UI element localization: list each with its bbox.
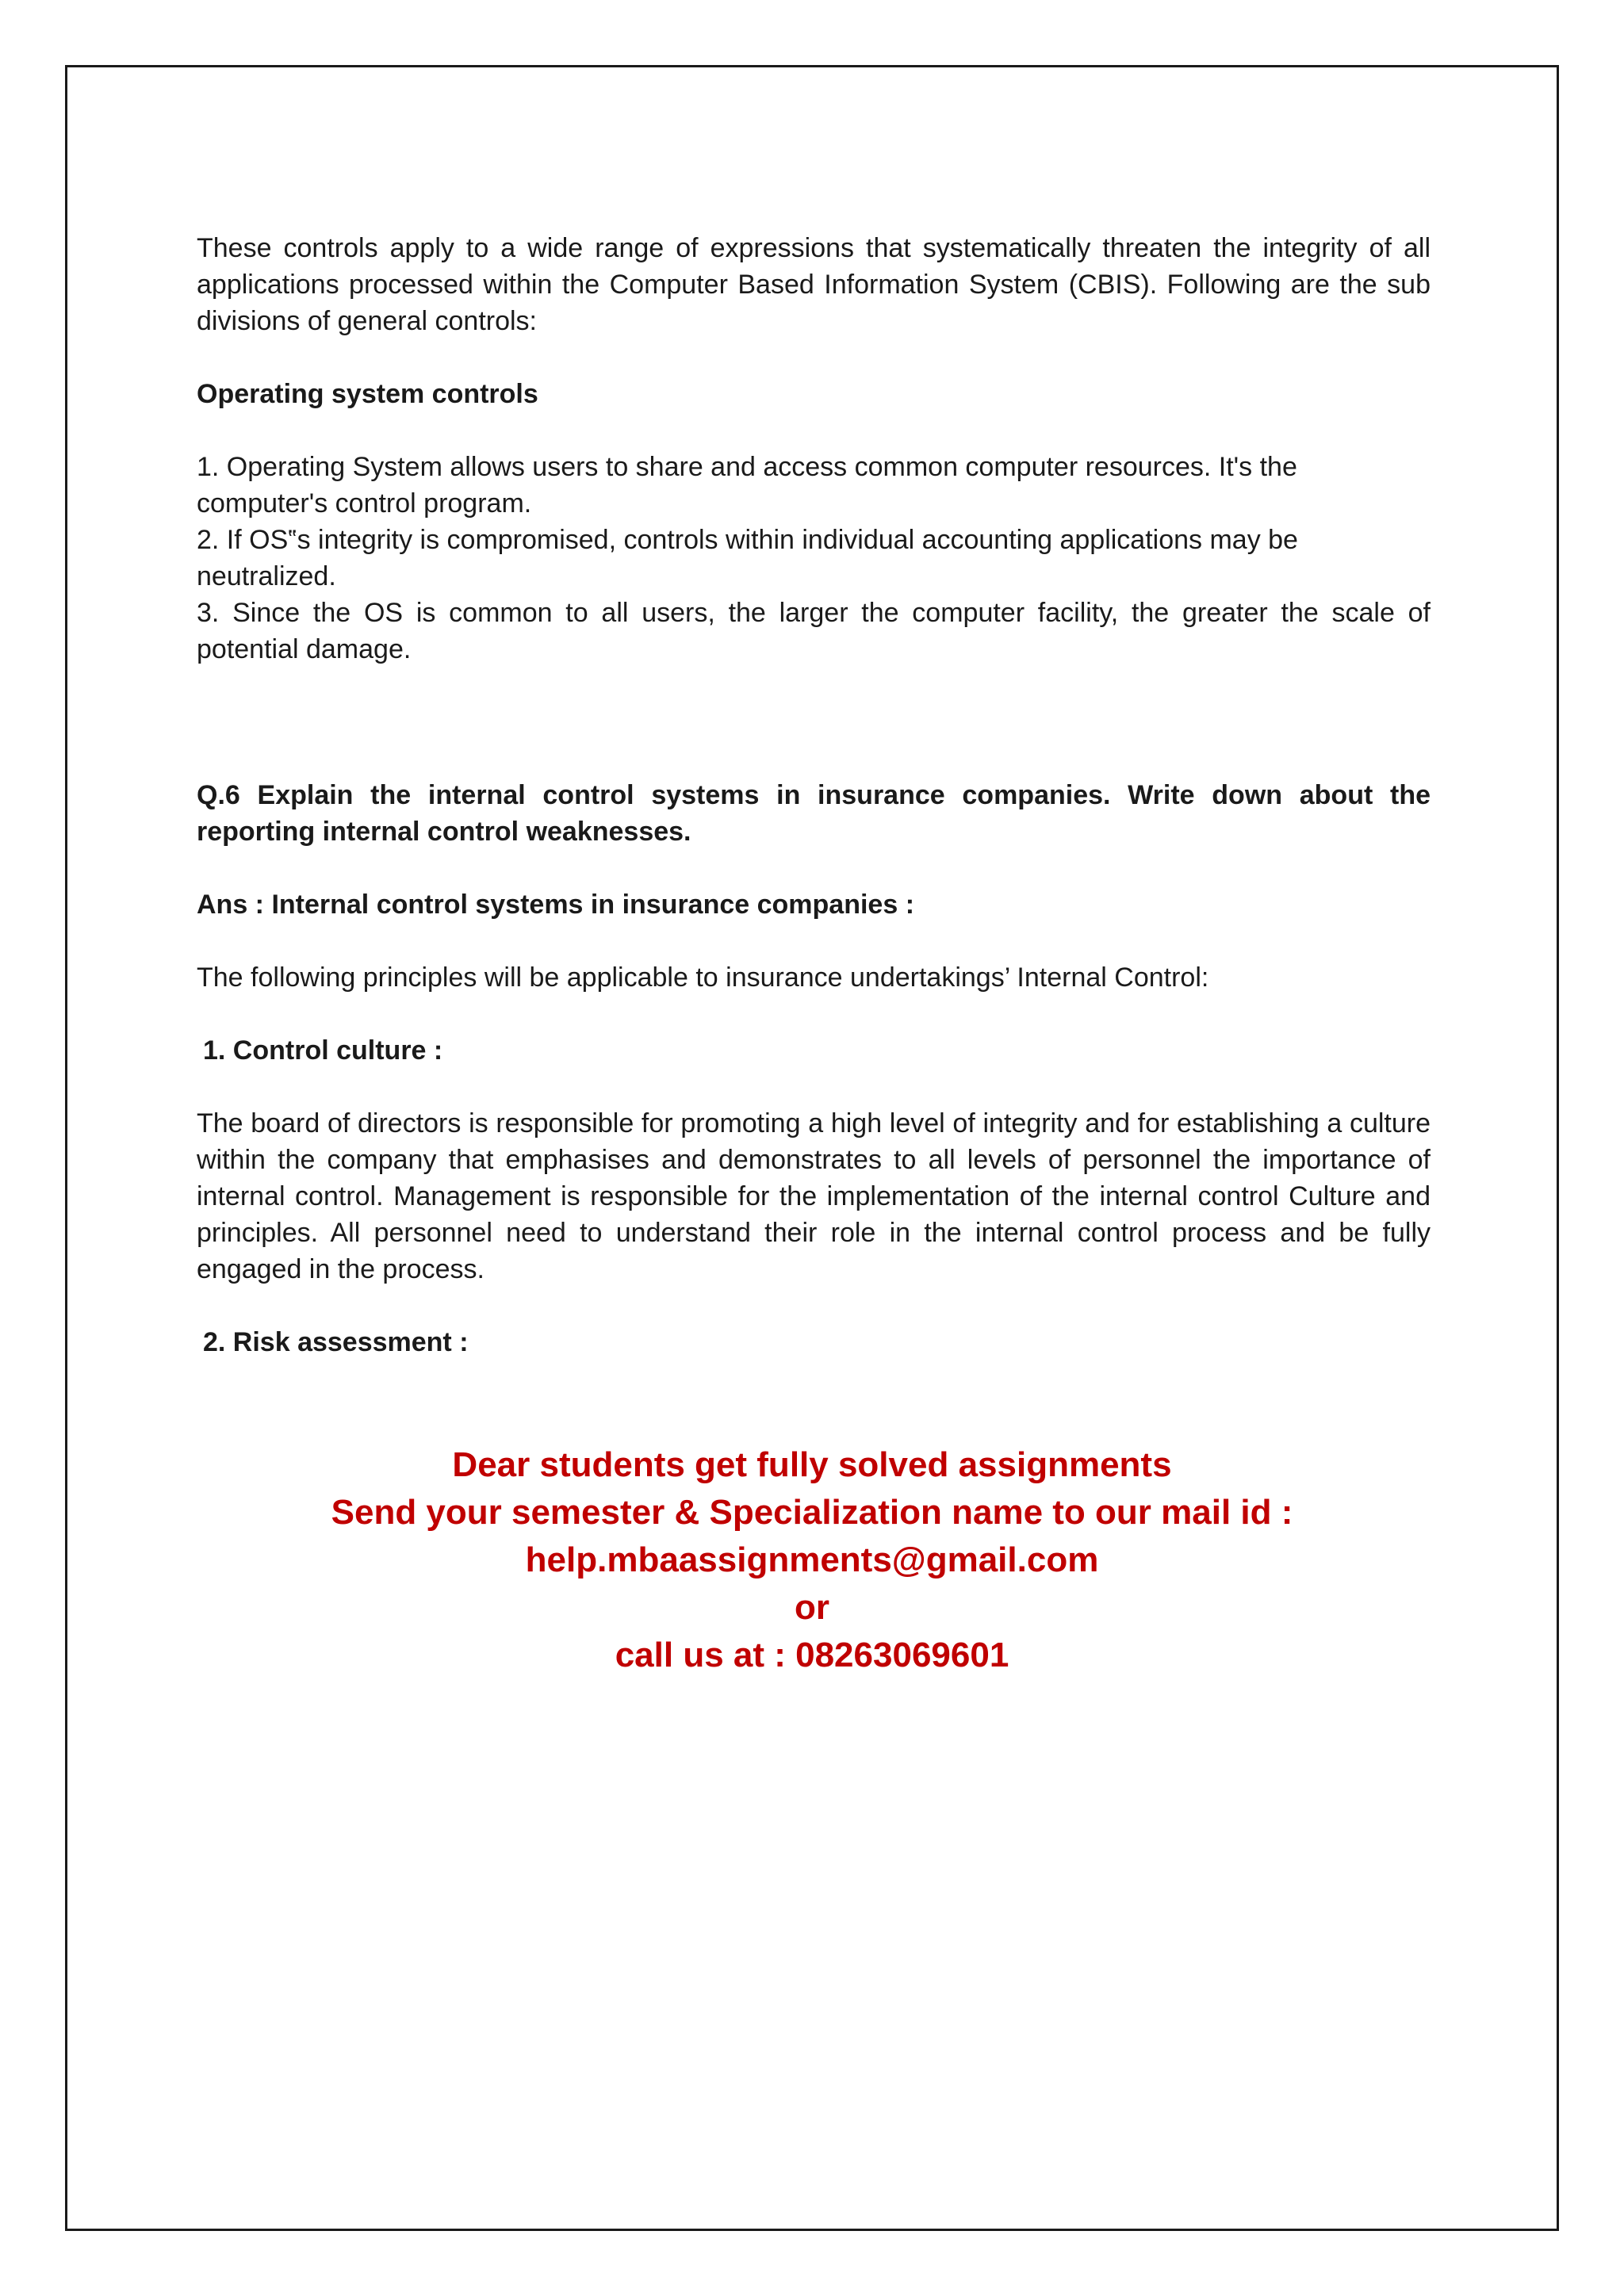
promo-line-1: Dear students get fully solved assignments	[452, 1445, 1172, 1484]
promo-phone[interactable]: call us at : 08263069601	[615, 1636, 1009, 1674]
principles-intro: The following principles will be applicable to insurance undertakings’ Internal Control:	[197, 962, 1209, 993]
question-6: Q.6 Explain the internal control systems in insurance companies. Write down about the reporting internal control weaknesses.	[197, 780, 1431, 847]
control-culture-heading: 1. Control culture :	[203, 1035, 443, 1066]
os-controls-heading: Operating system controls	[197, 379, 538, 409]
promo-block	[65, 1441, 1559, 1679]
os-point-3: 3. Since the OS is common to all users, the larger the computer facility, the greater the scale of potential damage.	[197, 598, 1431, 664]
promo-line-2: Send your semester & Specialization name to our mail id :	[331, 1493, 1293, 1532]
document-body	[197, 230, 1431, 1360]
os-point-2: 2. If OS‟s integrity is compromised, controls within individual accounting applications may be neutralized.	[197, 525, 1298, 591]
promo-or: or	[795, 1588, 829, 1627]
risk-assessment-heading: 2. Risk assessment :	[203, 1327, 469, 1357]
intro-paragraph: These controls apply to a wide range of expressions that systematically threaten the integrity of all applications processed within the Computer Based Information System (CBIS). Following are the sub divisions of general controls:	[197, 233, 1431, 336]
os-point-1: 1. Operating System allows users to share and access common computer resources. It's the computer's control program.	[197, 452, 1297, 519]
control-culture-text: The board of directors is responsible for promoting a high level of integrity and for establishing a culture within the company that emphasises and demonstrates to all levels of personnel the importance of internal control. Management is responsible for the implementation of the internal control Culture and principles. All personnel need to understand their role in the internal control process and be fully engaged in the process.	[197, 1108, 1431, 1284]
answer-heading: Ans : Internal control systems in insurance companies :	[197, 890, 915, 920]
promo-email[interactable]: help.mbaassignments@gmail.com	[525, 1540, 1099, 1579]
